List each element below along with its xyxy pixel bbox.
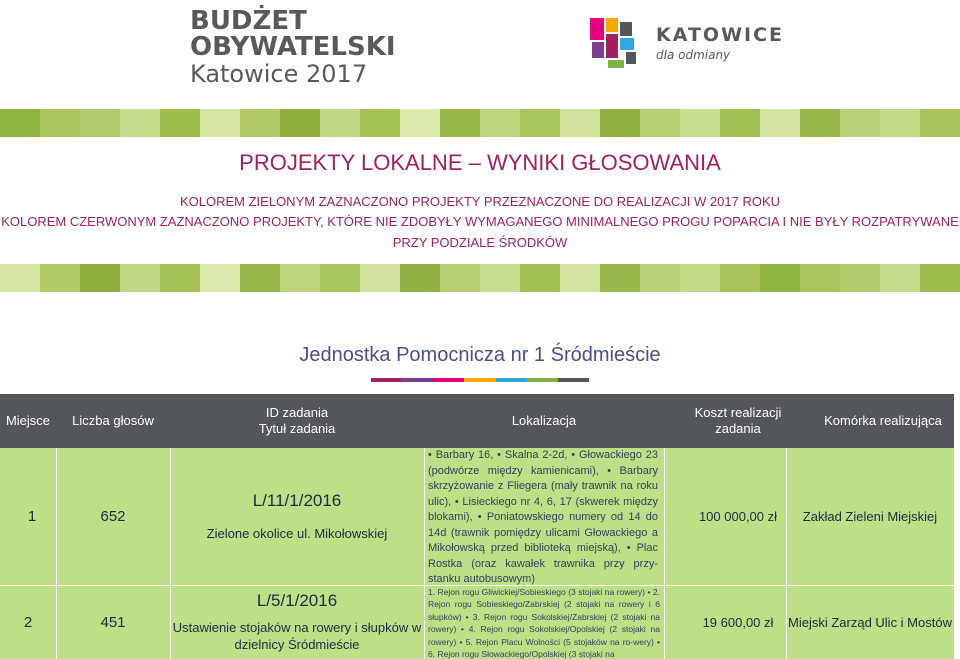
stripe-segment <box>40 109 80 137</box>
stripe-segment <box>840 264 880 292</box>
header-unit: Komórka realizująca <box>824 413 942 428</box>
row-votes: 451 <box>100 613 126 631</box>
katowice-mark-icon <box>588 14 648 70</box>
legend-green-note: KOLOREM ZIELONYM ZAZNACZONO PROJEKTY PRZEZNACZONE DO REALIZACJI W 2017 ROKU <box>179 194 781 209</box>
row-id-title <box>170 448 424 585</box>
stripe-segment <box>160 264 200 292</box>
row-id-title <box>170 585 424 659</box>
stripe-segment <box>80 109 120 137</box>
table-divider <box>170 448 171 659</box>
stripe-segment <box>440 264 480 292</box>
katowice-name: KATOWICE <box>656 24 785 46</box>
stripe-segment <box>320 109 360 137</box>
stripe-segment <box>480 109 520 137</box>
table-divider <box>56 448 57 659</box>
project-cost: 100 000,00 zł <box>698 509 778 524</box>
logo-line-2: OBYWATELSKI <box>190 32 396 62</box>
header-cost-line2: zadania <box>715 421 761 436</box>
stripe-segment <box>400 109 440 137</box>
results-table-header <box>0 394 954 448</box>
stripe-segment <box>720 109 760 137</box>
stripe-segment <box>280 109 320 137</box>
stripe-segment <box>880 264 920 292</box>
stripe-segment <box>400 264 440 292</box>
table-row-divider <box>0 585 954 586</box>
stripe-segment <box>640 109 680 137</box>
project-cost: 19 600,00 zł <box>702 614 774 630</box>
stripe-segment <box>120 264 160 292</box>
page-title: PROJEKTY LOKALNE – WYNIKI GŁOSOWANIA <box>239 150 721 175</box>
legend-red-note: KOLOREM CZERWONYM ZAZNACZONO PROJEKTY, KTÓRE NIE ZDOBYŁY WYMAGANEGO MINIMALNEGO PROGU POPARCIA I NIE BYŁY ROZPATRYWANE <box>1 214 959 229</box>
stripe-segment <box>120 109 160 137</box>
header-cost <box>664 394 812 448</box>
logo-line-3: Katowice 2017 <box>190 60 368 88</box>
header-location: Lokalizacja <box>511 413 577 428</box>
header-place: Miejsce <box>5 413 51 428</box>
stripe-segment <box>520 264 560 292</box>
row-votes: 652 <box>100 508 126 525</box>
project-location: 1. Rejon rogu Gliwickiej/Sobieskiego (3 stojaki na rowery) • 2. Rejon rogu Sobieskiego/Zabrskiej (2 stojaki na rowery i 6 słupków) • 3. Rejon rogu Sokolskiej/Zabrskiej (2 stojaki na rowery) • 4. Rejon rogu Sokolskiej/Opolskiej (2 stojaki na rowery) • 5. Rejon Placu Wolności (5 stojaków na ro-wery) • 6. Rejon rogu Słowackiego/Opolskiej (3 stojaki na <box>428 587 660 659</box>
unit-color-segment <box>496 378 527 382</box>
header-votes: Liczba głosów <box>72 413 154 428</box>
stripe-segment <box>800 109 840 137</box>
stripe-segment <box>80 264 120 292</box>
stripe-segment <box>480 264 520 292</box>
stripe-segment <box>200 264 240 292</box>
project-unit: Zakład Zieleni Miejskiej <box>802 509 938 524</box>
decorative-stripe-middle <box>0 264 960 292</box>
project-id: L/5/1/2016 <box>256 591 338 610</box>
stripe-segment <box>360 264 400 292</box>
logo-line-1: BUDŻET <box>190 6 307 36</box>
stripe-segment <box>240 109 280 137</box>
header-cost-line1: Koszt realizacji <box>694 405 782 420</box>
stripe-segment <box>920 109 960 137</box>
stripe-segment <box>720 264 760 292</box>
stripe-segment <box>560 109 600 137</box>
row-place: 2 <box>23 613 33 631</box>
unit-color-bar <box>371 378 589 382</box>
stripe-segment <box>320 264 360 292</box>
unit-color-segment <box>402 378 433 382</box>
stripe-segment <box>920 264 960 292</box>
stripe-segment <box>600 109 640 137</box>
unit-color-segment <box>464 378 495 382</box>
katowice-tagline: dla odmiany <box>656 48 731 62</box>
stripe-segment <box>760 109 800 137</box>
unit-color-segment <box>558 378 589 382</box>
project-title: Ustawienie stojaków na rowery i słupków w dzielnicy Śródmieście <box>172 620 422 652</box>
table-row <box>0 585 954 659</box>
header-title: Tytuł zadania <box>258 421 336 436</box>
table-divider <box>424 448 425 659</box>
header-id-title <box>170 394 424 448</box>
budzet-obywatelski-logo <box>190 0 396 88</box>
unit-title: Jednostka Pomocnicza nr 1 Śródmieście <box>299 344 661 366</box>
stripe-segment <box>280 264 320 292</box>
project-unit: Miejski Zarząd Ulic i Mostów <box>788 614 952 630</box>
stripe-segment <box>520 109 560 137</box>
project-id: L/11/1/2016 <box>252 491 342 510</box>
stripe-segment <box>640 264 680 292</box>
table-row <box>0 448 954 585</box>
stripe-segment <box>240 264 280 292</box>
unit-color-segment <box>527 378 558 382</box>
stripe-segment <box>600 264 640 292</box>
stripe-segment <box>840 109 880 137</box>
unit-color-segment <box>371 378 402 382</box>
stripe-segment <box>440 109 480 137</box>
project-title: Zielone okolice ul. Mikołowskiej <box>206 526 388 541</box>
legend-red-note-continued: PRZY PODZIALE ŚRODKÓW <box>392 235 568 250</box>
header-id: ID zadania <box>265 405 329 420</box>
table-divider <box>664 448 665 659</box>
stripe-segment <box>560 264 600 292</box>
table-divider <box>786 448 787 659</box>
decorative-stripe-top <box>0 109 960 137</box>
katowice-logo <box>588 14 785 78</box>
stripe-segment <box>200 109 240 137</box>
stripe-segment <box>680 109 720 137</box>
stripe-segment <box>760 264 800 292</box>
stripe-segment <box>160 109 200 137</box>
stripe-segment <box>360 109 400 137</box>
stripe-segment <box>40 264 80 292</box>
stripe-segment <box>880 109 920 137</box>
stripe-segment <box>0 264 40 292</box>
stripe-segment <box>800 264 840 292</box>
row-place: 1 <box>27 508 37 525</box>
project-location: • Barbary 16, • Skalna 2-2d, • Głowackiego 23 (podwórze między kamienicami), • Barbary skrzyżowanie z Fliegera (mały trawnik na roku ulic), • Lisieckiego nr 4, 6, 17 (skwerek między blokami), • Poniatowskiego numery od 14 do 14d (trawnik pomiędzy ulicami Głowackiego a Mikołowską przed biblioteką miejską), • Plac Rostka (oraz kawałek trawnika przy przy-stanku autobusowym) <box>428 449 658 585</box>
stripe-segment <box>680 264 720 292</box>
stripe-segment <box>0 109 40 137</box>
unit-color-segment <box>433 378 464 382</box>
